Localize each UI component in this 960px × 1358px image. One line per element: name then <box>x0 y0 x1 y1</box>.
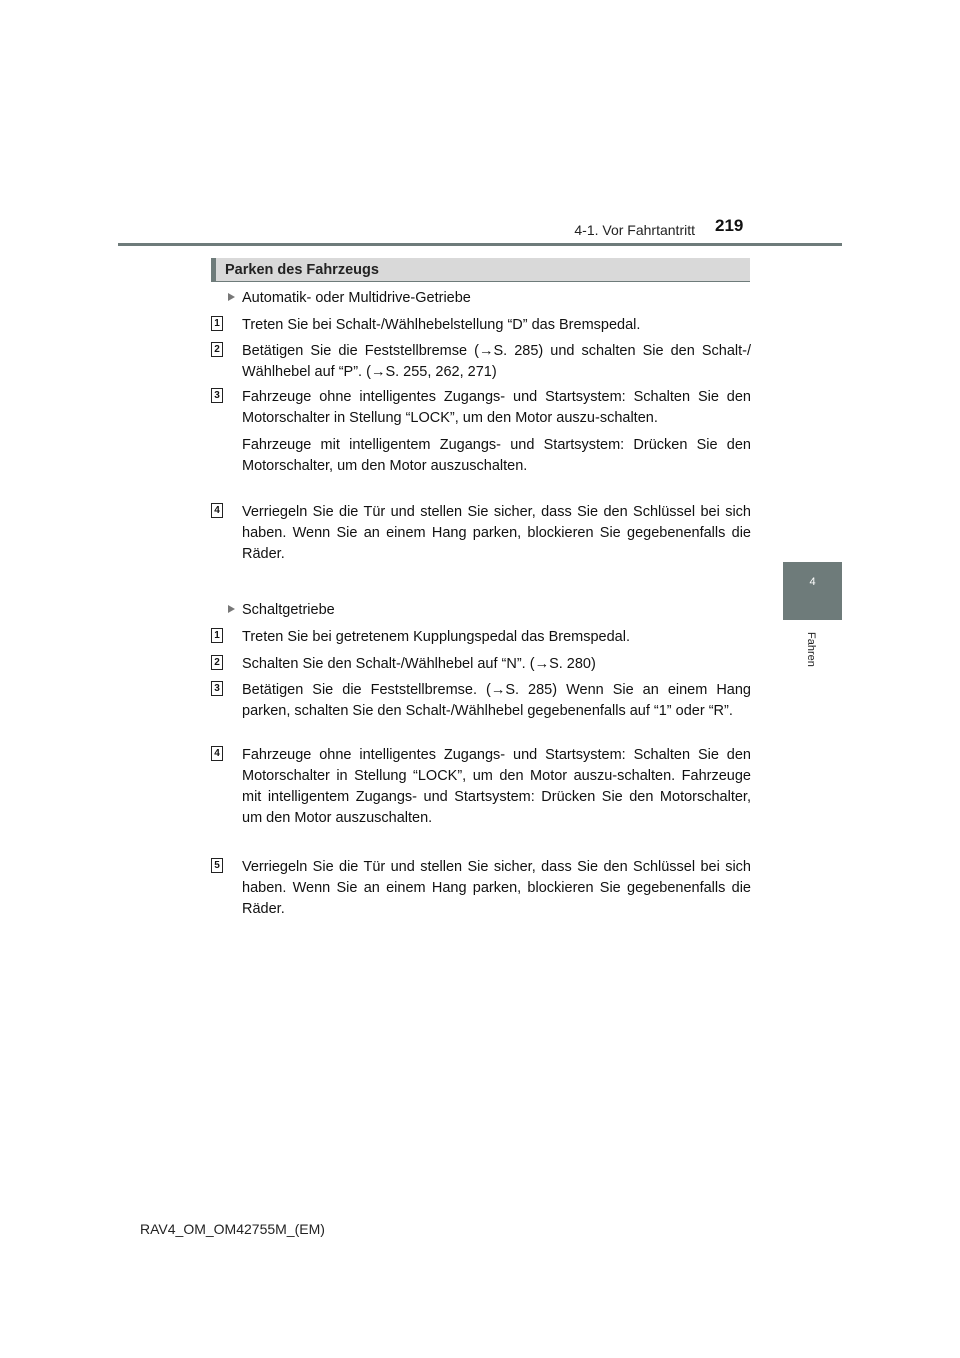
step-item <box>211 387 751 477</box>
step-number-badge: 2 <box>211 655 223 670</box>
section-header <box>211 258 750 282</box>
step-number-badge: 2 <box>211 342 223 357</box>
step-item <box>211 857 751 920</box>
step-item <box>211 654 751 675</box>
chapter-side-tab <box>783 562 842 620</box>
step-number-badge: 3 <box>211 681 223 696</box>
step-text: Betätigen Sie die Feststellbremse. (→S. 285) Wenn Sie an einem Hang parken, schalten Sie den Schalt-/Wählhebel gegebenenfalls auf “1” oder “R”. <box>242 682 751 719</box>
step-text: Treten Sie bei getretenem Kupplungspedal das Bremspedal. <box>242 629 630 645</box>
step-number-badge: 1 <box>211 628 223 643</box>
section-title: Parken des Fahrzeugs <box>225 262 379 278</box>
step-text: Schalten Sie den Schalt-/Wählhebel auf “N”. (→S. 280) <box>242 656 596 672</box>
subheading-text: Schaltgetriebe <box>242 602 335 618</box>
step-item <box>211 502 751 565</box>
subheading-text: Automatik- oder Multidrive-Getriebe <box>242 290 471 306</box>
subheading-manual <box>228 602 335 618</box>
triangle-bullet-icon <box>228 293 235 301</box>
step-number-badge: 3 <box>211 388 223 403</box>
step-number-badge: 4 <box>211 503 223 518</box>
step-text: Betätigen Sie die Feststellbremse (→S. 285) und schalten Sie den Schalt-/ Wählhebel auf “P”. (→S. 255, 262, 271) <box>242 343 751 380</box>
header-section-title: 4-1. Vor Fahrtantritt <box>574 222 695 238</box>
chapter-number: 4 <box>809 576 816 588</box>
subheading-automatic <box>228 290 471 306</box>
step-text: Verriegeln Sie die Tür und stellen Sie sicher, dass Sie den Schlüssel bei sich haben. Wenn Sie an einem Hang parken, blockieren Sie gegebenenfalls die Räder. <box>242 504 751 562</box>
step-item <box>211 627 751 648</box>
step-text: Fahrzeuge mit intelligentem Zugangs- und Startsystem: Drücken Sie den Motorschalter, um den Motor auszuschalten. <box>242 437 751 474</box>
step-text: Treten Sie bei Schalt-/Wählhebelstellung “D” das Bremspedal. <box>242 317 641 333</box>
step-text: Verriegeln Sie die Tür und stellen Sie sicher, dass Sie den Schlüssel bei sich haben. Wenn Sie an einem Hang parken, blockieren Sie gegebenenfalls die Räder. <box>242 859 751 917</box>
header-rule <box>118 243 842 246</box>
step-number-badge: 5 <box>211 858 223 873</box>
triangle-bullet-icon <box>228 605 235 613</box>
chapter-label: Fahren <box>805 632 817 667</box>
step-number-badge: 4 <box>211 746 223 761</box>
step-number-badge: 1 <box>211 316 223 331</box>
step-item <box>211 315 751 336</box>
step-text: Fahrzeuge ohne intelligentes Zugangs- und Startsystem: Schalten Sie den Motorschalter in Stellung “LOCK”, um den Motor auszu-schalten. <box>242 389 751 426</box>
document-code-footer: RAV4_OM_OM42755M_(EM) <box>140 1221 325 1237</box>
section-header-bar <box>211 258 216 281</box>
step-text: Fahrzeuge ohne intelligentes Zugangs- und Startsystem: Schalten Sie den Motorschalter in Stellung “LOCK”, um den Motor auszu-schalten. Fahrzeuge mit intelligentem Zugangs- und Startsystem: Drücken Sie den Motorschalter, um den Motor auszuschalten. <box>242 747 751 826</box>
step-item <box>211 680 751 722</box>
step-item <box>211 341 751 383</box>
step-item <box>211 745 751 829</box>
page-number: 219 <box>715 216 744 235</box>
